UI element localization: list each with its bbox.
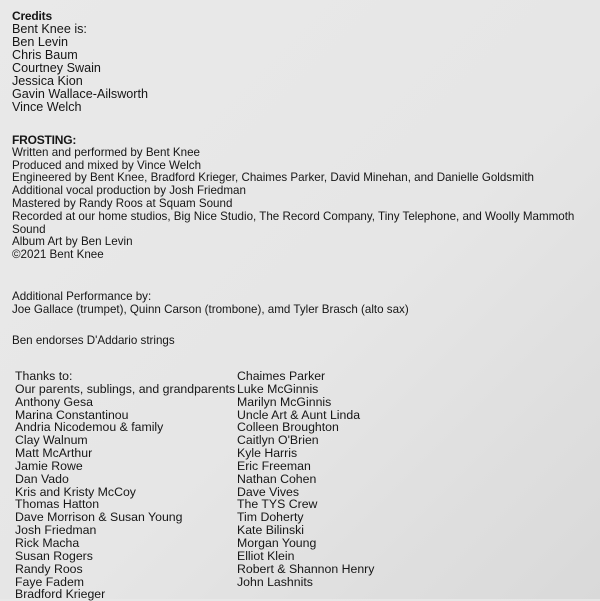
- thanks-line: Chaimes Parker: [237, 369, 326, 383]
- additional-performance-section: [12, 290, 409, 316]
- frosting-credit-line: Written and performed by Bent Knee: [12, 145, 200, 159]
- thanks-line: Our parents, sublings, and grandparents: [15, 381, 236, 396]
- thanks-column-right: [237, 370, 374, 588]
- thanks-line: Colleen Broughton: [237, 420, 339, 435]
- band-member-line: Vince Welch: [12, 100, 82, 114]
- credits-heading: Credits: [12, 9, 52, 23]
- thanks-line: Susan Rogers: [15, 548, 93, 563]
- thanks-line: Tim Doherty: [237, 510, 304, 525]
- thanks-line: Bradford Krieger: [15, 587, 106, 601]
- thanks-line: Andria Nicodemou & family: [15, 420, 164, 435]
- thanks-line: Kyle Harris: [237, 446, 298, 461]
- frosting-credit-line: Engineered by Bent Knee, Bradford Krieger, Chaimes Parker, David Minehan, and Danielle Goldsmith: [12, 171, 535, 185]
- credits-section: [12, 10, 148, 114]
- thanks-line: Anthony Gesa: [15, 394, 93, 409]
- frosting-credit-line: Recorded at our home studios, Big Nice Studio, The Record Company, Tiny Telephone, and Woolly Mammoth: [12, 209, 575, 223]
- band-member-line: Jessica Kion: [12, 74, 83, 88]
- thanks-line: Eric Freeman: [237, 458, 311, 473]
- band-member-line: Chris Baum: [12, 48, 78, 62]
- band-member-line: Gavin Wallace-Ailsworth: [12, 87, 149, 101]
- thanks-line: Randy Roos: [15, 561, 83, 576]
- thanks-line: Nathan Cohen: [237, 471, 317, 486]
- frosting-credit-line: Produced and mixed by Vince Welch: [12, 158, 202, 172]
- thanks-column-left: [15, 370, 235, 601]
- thanks-line: Caitlyn O'Brien: [237, 433, 319, 448]
- frosting-credit-line: Mastered by Randy Roos at Squam Sound: [12, 196, 233, 210]
- additional-performance-label: Additional Performance by:: [12, 290, 152, 303]
- endorsement-text: Ben endorses D'Addario strings: [12, 334, 175, 347]
- thanks-line: Faye Fadem: [15, 574, 85, 589]
- thanks-line: Dave Morrison & Susan Young: [15, 510, 183, 525]
- frosting-section: [12, 134, 597, 262]
- band-member-line: Courtney Swain: [12, 61, 101, 75]
- credits-lines: [12, 23, 148, 114]
- frosting-credit-line: Sound: [12, 222, 46, 236]
- thanks-line: Thomas Hatton: [15, 497, 100, 512]
- thanks-line: Elliot Klein: [237, 548, 295, 563]
- thanks-line: Rick Macha: [15, 535, 80, 550]
- thanks-line: Kris and Kristy McCoy: [15, 484, 136, 499]
- thanks-line: Matt McArthur: [15, 446, 93, 461]
- thanks-line: Thanks to:: [15, 369, 73, 383]
- thanks-line: The TYS Crew: [237, 497, 318, 512]
- thanks-line: Luke McGinnis: [237, 381, 319, 396]
- thanks-line: Jamie Rowe: [15, 458, 83, 473]
- frosting-heading: FROSTING:: [12, 133, 77, 147]
- thanks-line: Josh Friedman: [15, 523, 97, 538]
- band-member-line: Ben Levin: [12, 35, 69, 49]
- thanks-line: Dave Vives: [237, 484, 299, 499]
- thanks-line: John Lashnits: [237, 574, 313, 589]
- thanks-line: Dan Vado: [15, 471, 69, 486]
- frosting-lines: [12, 147, 597, 262]
- thanks-line: Kate Bilinski: [237, 523, 304, 538]
- thanks-line: Clay Walnum: [15, 433, 88, 448]
- frosting-credit-line: Album Art by Ben Levin: [12, 235, 133, 249]
- thanks-line: Morgan Young: [237, 535, 317, 550]
- band-member-line: Bent Knee is:: [12, 22, 87, 36]
- frosting-credit-line: ©2021 Bent Knee: [12, 248, 104, 262]
- additional-performance-names: Joe Gallace (trumpet), Quinn Carson (trombone), amd Tyler Brasch (alto sax): [12, 303, 409, 316]
- thanks-line: Marilyn McGinnis: [237, 394, 332, 409]
- thanks-line: Uncle Art & Aunt Linda: [237, 407, 361, 422]
- thanks-line: Robert & Shannon Henry: [237, 561, 375, 576]
- frosting-credit-line: Additional vocal production by Josh Friedman: [12, 184, 246, 198]
- thanks-line: Marina Constantinou: [15, 407, 129, 422]
